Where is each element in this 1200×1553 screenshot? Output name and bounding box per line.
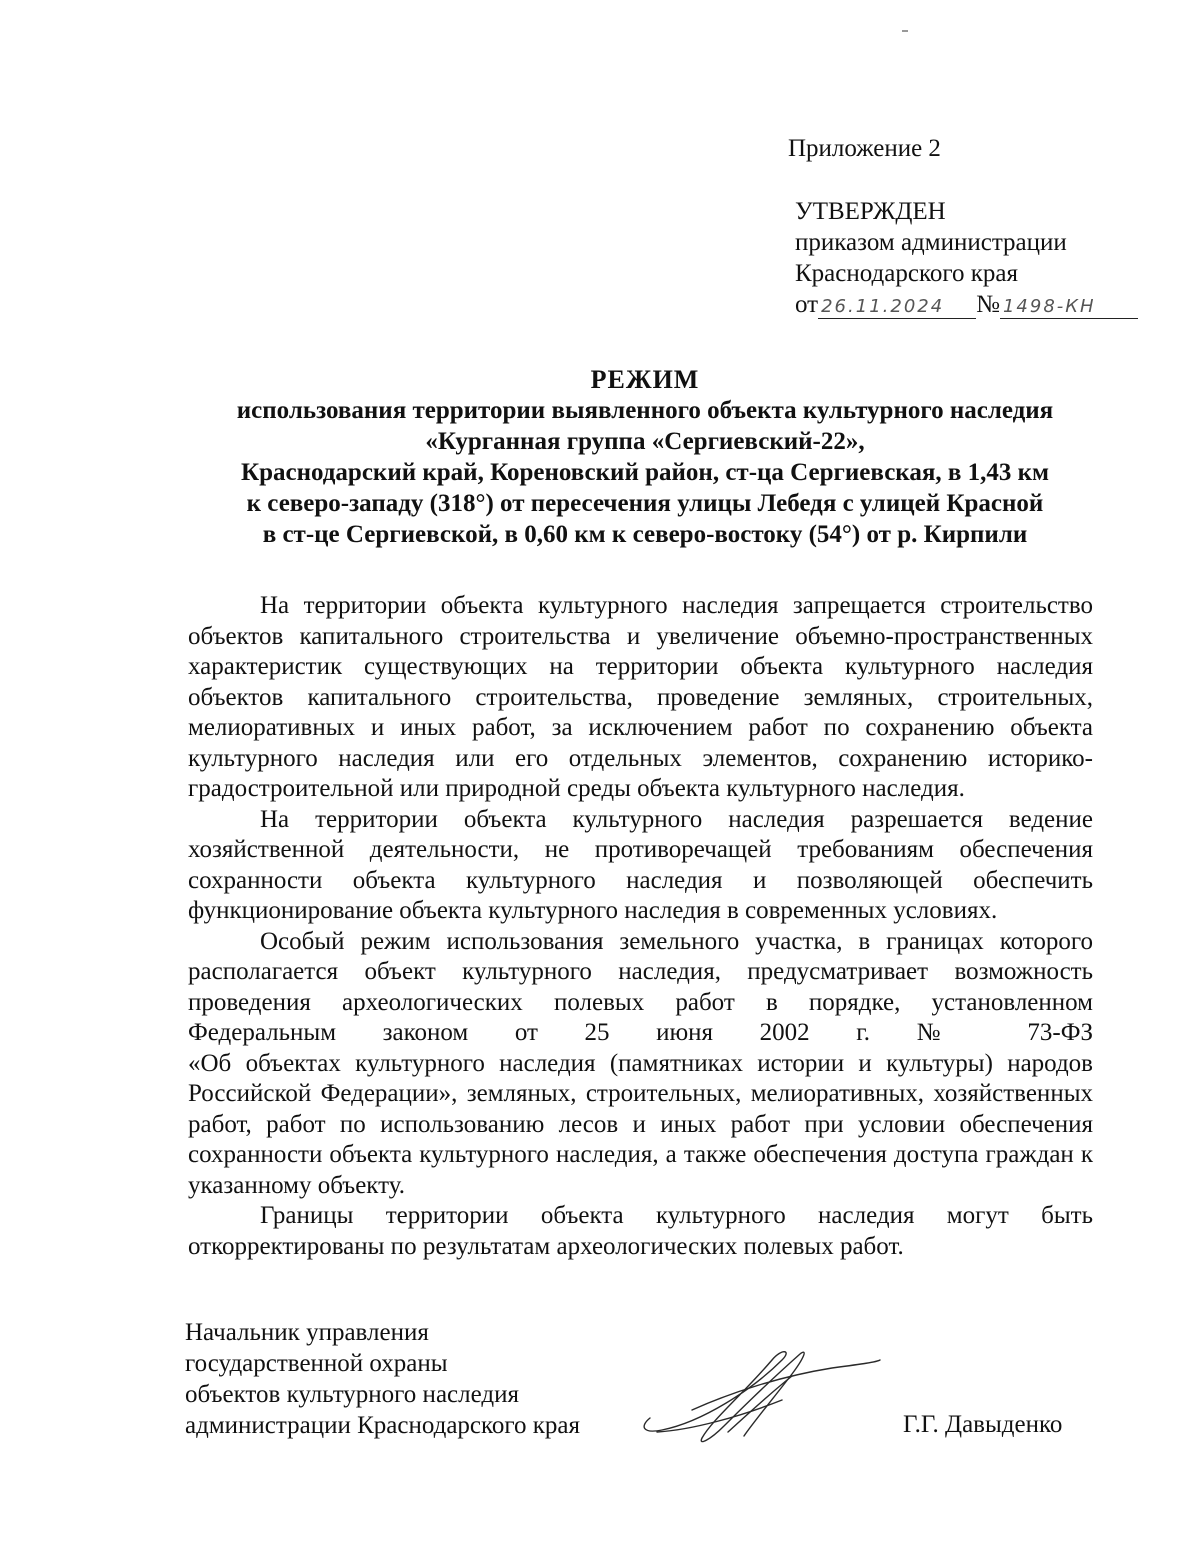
title-line-3: Краснодарский край, Кореновский район, ст-ца Сергиевская, в 1,43 км xyxy=(240,459,1050,486)
handwritten-signature xyxy=(632,1340,882,1450)
date-prefix: от xyxy=(795,291,819,318)
document-title xyxy=(150,364,1140,550)
paragraph-permissions: На территории объекта культурного наследия разрешается ведение хозяйственной деятельности, не противоречащей требованиям обеспечения сохранности объекта культурного наследия и позволяющей обеспечить функционирование объекта культурного наследия в современных условиях. xyxy=(188,805,1093,924)
paragraph-prohibitions: На территории объекта культурного наследия запрещается строительство объектов капитального строительства и увеличение объемно-пространственных характеристик существующих на территории объекта культурного наследия объектов капитального строительства, проведение земляных, строительных, мелиоративных и иных работ, за исключением работ по сохранению объекта культурного наследия или его отдельных элементов, сохранению историко-градостроительной или природной среды объекта культурного наследия. xyxy=(188,592,1093,802)
scan-speck xyxy=(902,30,908,32)
number-prefix: № xyxy=(976,291,1000,318)
order-date-number-line xyxy=(795,289,1138,320)
signatory-line-2: государственной охраны xyxy=(185,1350,448,1377)
approval-block xyxy=(795,196,1138,320)
paragraph-special-regime-continued: «Об объектах культурного наследия (памятниках истории и культуры) народов Российской Федерации», земляных, строительных, мелиоративных, хозяйственных работ, работ по использованию лесов и иных работ при условии обеспечения сохранности объекта культурного наследия, а также обеспечения доступа граждан к указанному объекту. xyxy=(188,1049,1093,1199)
signatory-name: Г.Г. Давыденко xyxy=(903,1411,1063,1438)
signatory-line-3: объектов культурного наследия xyxy=(185,1381,519,1408)
order-line-2: Краснодарского края xyxy=(795,260,1018,287)
title-main: РЕЖИМ xyxy=(590,365,700,394)
body-text xyxy=(188,591,1093,1262)
handwritten-number: 1498-КН xyxy=(1000,296,1138,319)
signatory-line-4: администрации Краснодарского края xyxy=(185,1412,581,1439)
paragraph-boundaries: Границы территории объекта культурного наследия могут быть откорректированы по результатам археологических полевых работ. xyxy=(188,1202,1093,1260)
title-line-2: «Курганная группа «Сергиевский-22», xyxy=(425,428,865,455)
signatory-title xyxy=(185,1317,580,1441)
title-line-5: в ст-це Сергиевской, в 0,60 км к северо-востоку (54°) от р. Кирпили xyxy=(262,521,1028,548)
handwritten-date: 26.11.2024 xyxy=(818,296,976,319)
order-line-1: приказом администрации xyxy=(795,229,1067,256)
title-line-1: использования территории выявленного объекта культурного наследия xyxy=(236,397,1054,424)
paragraph-special-regime: Особый режим использования земельного участка, в границах которого располагается объект культурного наследия, предусматривает возможность проведения археологических полевых работ в порядке, установленном Федеральным законом от 25 июня 2002 г. № 73-ФЗ xyxy=(188,927,1093,1046)
title-line-4: к северо-западу (318°) от пересечения улицы Лебедя с улицей Красной xyxy=(246,490,1044,517)
approved-label: УТВЕРЖДЕН xyxy=(795,198,946,225)
signatory-line-1: Начальник управления xyxy=(185,1319,429,1346)
annex-label: Приложение 2 xyxy=(788,135,941,162)
